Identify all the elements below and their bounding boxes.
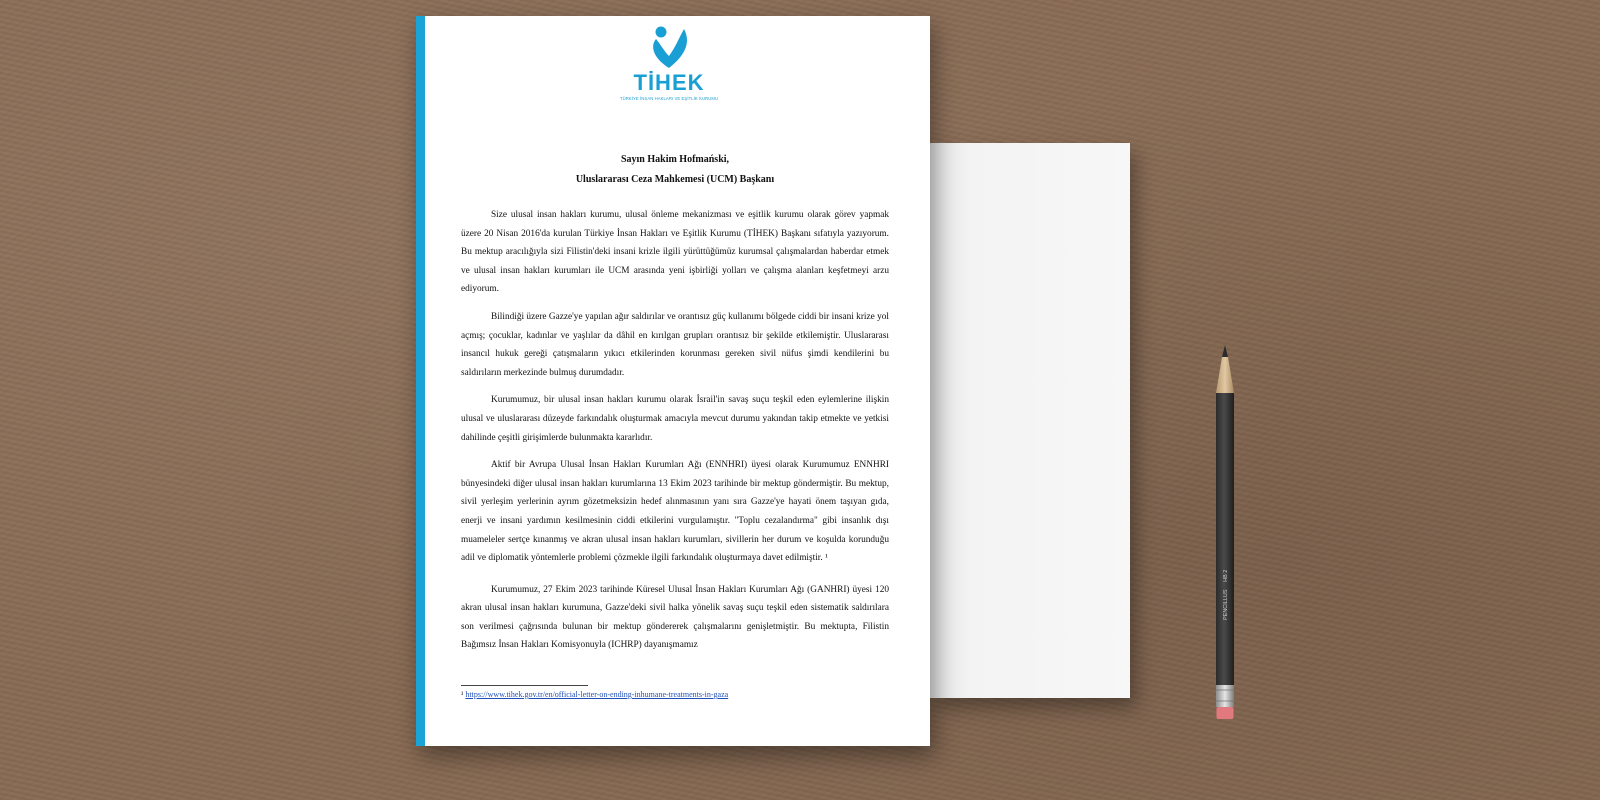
letter-accent-bar — [416, 16, 425, 746]
pencil-brand: PENCILLUS — [1223, 589, 1229, 620]
paragraph: Bilindiği üzere Gazze'ye yapılan ağır saldırılar ve orantısız güç kullanımı bölgede ciddi bir insani krize yol açmış; çocuklar, kadınlar ve yaşlılar da dâhil en kırılgan grupları orantısız bir şekilde etkilemiştir. Uluslararası insancıl hukuk gereği çatışmaların yıkıcı etkilerinden korunması gereken sivil nüfus şimdi kendilerini bu saldırıların merkezinde bulmuş durumdadır. — [461, 311, 889, 378]
tihek-logo — [611, 24, 727, 101]
letter-page — [416, 16, 930, 746]
paragraph: Size ulusal insan hakları kurumu, ulusal önleme mekanizması ve eşitlik kurumu olarak görev yapmak üzere 20 Nisan 2016'da kurulan Türkiye İnsan Hakları ve Eşitlik Kurumu (TİHEK) Başkanı sıfatıyla yazıyorum. Bu mektup aracılığıyla sizi Filistin'deki insani krizle ilgili yürüttüğümüz kurumsal çalışmalardan haberdar etmek ve ulusal insan hakları kurumları ile UCM arasında yeni işbirliği yolları ve çalışma alanları keşfetmeyi arzu ediyorum. — [461, 210, 889, 295]
letter-body — [461, 206, 889, 664]
paragraph: Aktif bir Avrupa Ulusal İnsan Hakları Kurumları Ağı (ENNHRI) üyesi olarak Kurumumuz ENNHRI bünyesindeki diğer ulusal insan hakları kurumlarına 13 Ekim 2023 tarihinde bir mektup göndermiştir. Bu mektup, sivil yerleşim yerlerinin ayrım gözetmeksizin hedef alınmasının yanı sıra Gazze'ye hayati önem taşıyan gıda, enerji ve insani yardımın kesilmesinin ciddi etkilerini vurgulamıştır. "Toplu cezalandırma" gibi insanlık dışı muameleler sertçe kınanmış ve akran ulusal insan hakları kurumları, sivillerin her durum ve koşulda korunduğu adil ve diplomatik yöntemlerle problemi çözmekle ilgili farkındalık oluşturmaya davet edilmiştir. ¹ — [461, 460, 889, 564]
pencil-grade: HB 2 — [1223, 569, 1229, 582]
footnote-link[interactable]: https://www.tihek.gov.tr/en/official-letter-on-ending-inhumane-treatments-in-gaza — [465, 690, 729, 699]
paragraph: Kurumumuz, bir ulusal insan hakları kurumu olarak İsrail'in savaş suçu teşkil eden eylemlerine ilişkin ulusal ve uluslararası düzeyde farkındalık oluşturmak amacıyla mevcut durumu yakından takip etmekte ve yetkisi dahilinde çeşitli girişimlerde bulunmakta kararlıdır. — [461, 395, 889, 443]
addressee-title: Uluslararası Ceza Mahkemesi (UCM) Başkanı — [575, 174, 775, 185]
logo-wordmark: TİHEK — [633, 70, 705, 95]
pencil-icon — [1213, 345, 1243, 725]
footnote-divider — [461, 685, 588, 686]
paragraph: Kurumumuz, 27 Ekim 2023 tarihinde Küresel Ulusal İnsan Hakları Kurumları Ağı (GANHRI) üyesi 120 akran ulusal insan hakları kurumuna, Gazze'deki sivil halka yönelik savaş suçu teşkil eden sistematik saldırılara son verilmesi çağrısında bulunan bir mektup göndererek çalışmalarını genişletmiştir. Bu mektupta, Filistin Bağımsız İnsan Hakları Komisyonuyla (ICHRP) dayanışmamız — [461, 584, 889, 651]
logo-subtitle: TÜRKİYE İNSAN HAKLARI VE EŞİTLİK KURUMU — [619, 96, 719, 101]
footnote-marker: ¹ — [461, 690, 464, 699]
addressee-salutation: Sayın Hakim Hofmański, — [620, 154, 730, 165]
blank-back-sheet — [930, 143, 1130, 698]
heart-person-icon — [645, 24, 693, 70]
addressee-block — [461, 150, 889, 190]
svg-text:PENCILLUS HB 2 — [1223, 570, 1229, 620]
footnote — [461, 689, 889, 701]
